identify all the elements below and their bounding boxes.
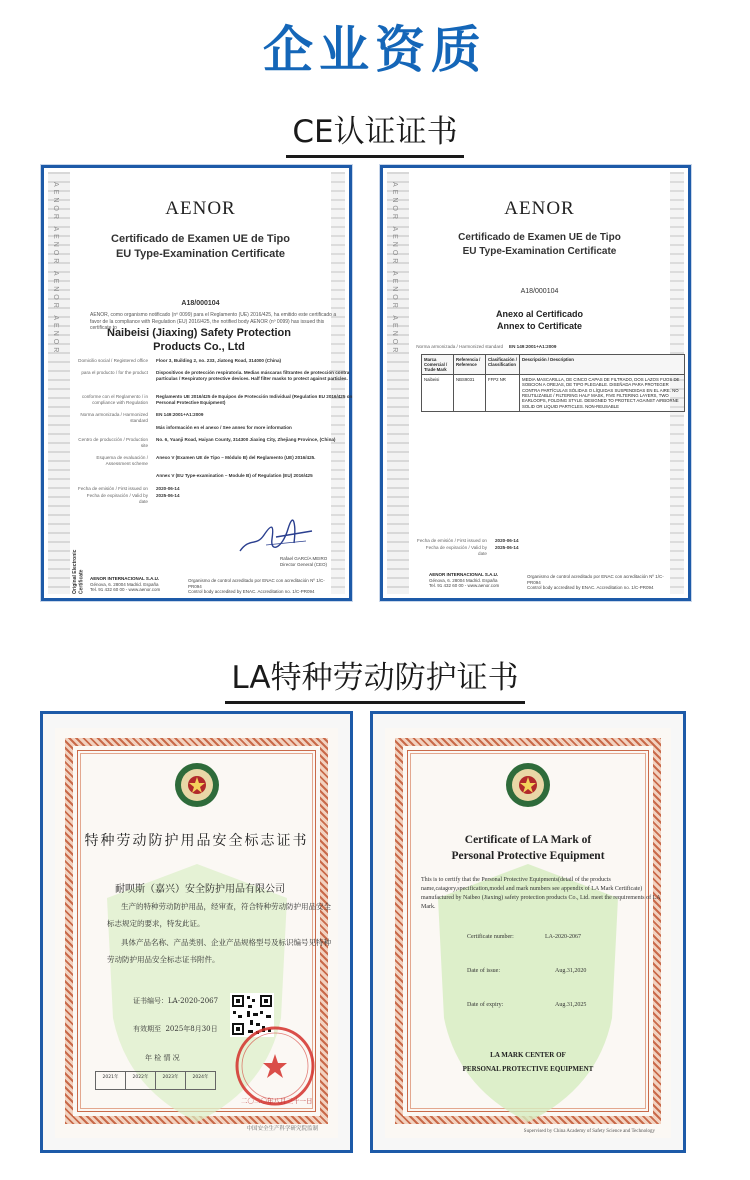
table-cell: 2024年 bbox=[186, 1072, 216, 1090]
ce-certificate-frame bbox=[41, 165, 352, 601]
la-en-cert-number: LA-2020-2067 bbox=[545, 934, 581, 940]
la-cn-footer: 中国安全生产科学研究院监制 bbox=[246, 1126, 318, 1132]
la-en-expiry-label: Date of expiry: bbox=[467, 1002, 504, 1008]
table-cell: 2022年 bbox=[126, 1072, 156, 1090]
column-header: Clasificación / Classification bbox=[486, 355, 520, 375]
la-en-cert-number-label: Certificate number: bbox=[467, 934, 514, 940]
table-header-row bbox=[422, 355, 685, 375]
annex-footer-accreditation: Organismo de control acreditado por ENAC con acreditación Nº 1/C-PR094 Control body accredited by ENAC. Accreditation no. 1/C-PR094 bbox=[527, 574, 664, 590]
table-row bbox=[422, 375, 685, 411]
la-emblem-icon bbox=[174, 762, 220, 808]
table-cell: FFP2 NR bbox=[486, 375, 520, 411]
la-cn-body-paragraph: 生产的特种劳动防护用品，经审查，符合特种劳动防护用品安全标志规定的要求，特发此证。 bbox=[107, 902, 331, 928]
la-en-issue-label: Date of issue: bbox=[467, 968, 500, 974]
annex-product-table bbox=[421, 354, 685, 412]
table-cell: 2021年 bbox=[96, 1072, 126, 1090]
section-heading-ce: CE认证证书 bbox=[0, 106, 750, 158]
ce-title-en: EU Type-Examination Certificate bbox=[115, 248, 286, 260]
la-cn-annual-check: 年 检 情 况 bbox=[145, 1054, 180, 1062]
la-en-certificate-frame bbox=[370, 711, 686, 1153]
la-en-title: Certificate of LA Mark of Personal Protective Equipment bbox=[451, 834, 605, 862]
annex-heading-en: Annex to Certificate bbox=[496, 321, 583, 331]
ce-intro-text: AENOR, como organismo notificado (nº 0099) para el Reglamento (UE) 2016/425, ha emitido este certificado a favor de la compliance with Regulation (EU) 2016/425, the notified body AENOR (nº 0099) has issued this certificate to bbox=[90, 312, 337, 331]
ce-signer-name: Rafael GARCÍA MEIRO bbox=[280, 556, 328, 561]
table-row bbox=[96, 1072, 216, 1090]
page-title: 企业资质 bbox=[263, 21, 487, 79]
table-cell: 2023年 bbox=[156, 1072, 186, 1090]
la-en-center-name: LA MARK CENTER OF PERSONAL PROTECTIVE EQUIPMENT bbox=[462, 1051, 594, 1073]
column-header: Referencia / Reference bbox=[454, 355, 486, 375]
signature-image bbox=[236, 517, 316, 557]
ce-side-note: Original Electronic Certificate bbox=[72, 549, 85, 594]
ce-annex-frame bbox=[380, 165, 691, 601]
annex-title-es: Certificado de Examen UE de Tipo bbox=[458, 232, 621, 243]
la-cn-paper bbox=[55, 728, 338, 1138]
section-heading-la: LA特种劳动防护证书 bbox=[0, 652, 750, 704]
ce-title-es: Certificado de Examen UE de Tipo bbox=[111, 233, 290, 245]
ce-footer-org: AENOR INTERNACIONAL S.A.U. Génova, 6. 28004 Madrid. España Tel. 91 432 60 00 - www.aenor.com bbox=[90, 576, 161, 592]
ce-annex-sheet: AENOR AENOR AENOR AENOR AENOR Certificado de Examen UE de Tipo EU Type-Examination Certificate A18/000104 Anexo al Certificado Annex to Certificate Norma armonizada / Harmonized standard EN 149:2001+A1:2009 Marca Comercial / Trade Mark Referencia / Reference Clasificación / Classification Descripción / Description Naibeisi NBS9031 FFP2 NR MEDIA MASCARILLA, DE CINCO CAPAS DE FILTRADO, DOS LAZOS FIJOS DE SOBCION A OREJAS, DE TIPO PLEGABLE. DISEÑADA PARA PROTEGER CONTRA PARTÍCULAS SÓLIDAS O LÍQUIDAS SUSPENDIDAS EN EL AIRE. NO REUTILIZABLE / FILTERING HALF MASK, FIVE FILTERING LAYERS, TWO EARLOOPS, FOLDING STYLE. DESIGNED TO PROTECT AGAINST AIRBORNE SOLID OR LIQUID PARTICLES. NON-REUSABLE Fecha de emisión / First issued on 2020-06-14 Fecha de expiración / Valid by date 2025-06-14 AENOR INTERNACIONAL S.A.U. Génova, 6. 28004 Madrid. España Tel. 91 432 60 00 - www.aenor.com Organismo de control acreditado por ENAC con acreditación Nº 1/C-PR094 Control body accredited by ENAC. Accreditation no. 1/C-PR094 bbox=[387, 172, 684, 594]
la-en-body-paragraph: This is to certify that the Personal Protective Equipments(detail of the products name,catagory,specification,model and mark numbers see appendix of LA Mark Certificate) manufactured by Naibeo (Jiaxing) safety protection products Co., Ltd. meet the requirements of LA Mark. bbox=[421, 877, 661, 910]
ce-watermark-strip: AENOR AENOR AENOR AENOR bbox=[387, 172, 409, 594]
la-cn-cert-number: 证书编号：LA-2020-2067 bbox=[133, 997, 219, 1005]
aenor-logo: AENOR bbox=[165, 198, 236, 219]
column-header: Marca Comercial / Trade Mark bbox=[422, 355, 454, 375]
table-cell: MEDIA MASCARILLA, DE CINCO CAPAS DE FILTRADO, DOS LAZOS FIJOS DE SOBCION A OREJAS, DE TIPO PLEGABLE. DISEÑADA PARA PROTEGER CONTRA PARTÍCULAS SÓLIDAS O LÍQUIDAS SUSPENDIDAS EN EL AIRE. NO REUTILIZABLE / FILTERING HALF MASK, FIVE FILTERING LAYERS, TWO EARLOOPS, FOLDING STYLE. DESIGNED TO PROTECT AGAINST AIRBORNE SOLID OR LIQUID PARTICLES. NON-REUSABLE bbox=[520, 375, 685, 411]
annual-check-table bbox=[95, 1071, 216, 1090]
la-en-paper bbox=[385, 728, 671, 1138]
ce-watermark-strip-right bbox=[331, 172, 345, 594]
ce-signer-role: Director General (CEO) bbox=[280, 562, 328, 567]
ce-certificate-number: A18/000104 bbox=[181, 300, 220, 307]
annex-footer-org: AENOR INTERNACIONAL S.A.U. Génova, 6. 28004 Madrid. España Tel. 91 432 60 00 - www.aenor.com bbox=[429, 572, 500, 588]
ce-watermark-strip: AENOR AENOR AENOR AENOR bbox=[48, 172, 70, 594]
table-cell: NBS9031 bbox=[454, 375, 486, 411]
la-cn-certificate-frame bbox=[40, 711, 353, 1153]
la-cn-body-paragraph: 具体产品名称、产品类别、企业产品规格型号及标识编号见特种劳动防护用品安全标志证书附件。 bbox=[107, 938, 331, 964]
annex-heading-es: Anexo al Certificado bbox=[495, 309, 584, 319]
ce-footer-accreditation: Organismo de control acreditado por ENAC con acreditación Nº 1/C-PR094 Control body accredited by ENAC. Accreditation no. 1/C-PR094 bbox=[188, 578, 325, 594]
la-en-expiry-date: Aug.31,2025 bbox=[555, 1002, 587, 1008]
la-cn-title: 特种劳动防护用品安全标志证书 bbox=[84, 833, 309, 849]
la-cn-seal-date: 二〇二〇年八月三十一日 bbox=[241, 1097, 313, 1105]
la-cn-valid-until: 有效期至 2025年8月30日 bbox=[133, 1025, 218, 1033]
la-en-issue-date: Aug.31,2020 bbox=[555, 968, 587, 974]
la-cn-company: 耐呗斯（嘉兴）安全防护用品有限公司 bbox=[115, 884, 285, 895]
table-cell: Naibeisi bbox=[422, 375, 454, 411]
annex-certificate-number: A18/000104 bbox=[520, 288, 559, 295]
ce-company-name: Naibeisi (Jiaxing) Safety Protection Products Co., Ltd bbox=[107, 327, 291, 353]
aenor-logo: AENOR bbox=[504, 198, 575, 219]
la-emblem-icon bbox=[505, 762, 551, 808]
annex-title-en: EU Type-Examination Certificate bbox=[462, 246, 617, 257]
column-header: Descripción / Description bbox=[520, 355, 685, 375]
la-en-footer: Supervised by China Academy of Safety Science and Technology bbox=[523, 1129, 655, 1134]
ce-certificate-sheet: AENOR AENOR AENOR AENOR AENOR Certificado de Examen UE de Tipo EU Type-Examination Certificate A18/000104 AENOR, como organismo notificado (nº 0099) para el Reglamento (UE) 2016/425, ha emitido este certificado a favor de la compliance with Regulation (EU) 2016/425, the notified body AENOR (nº 0099) has issued this certificate to Naibeisi (Jiaxing) Safety Protection Products Co., Ltd Domicilio social / Registered office Floor 3, Building 2, no. 233, Jiatong Road, 314000 (China) para el producto / for the product Dispositivos de protección respiratoria. Medias máscaras filtrantes de protección contra partículas / Respiratory protective devices. Half filter masks to protect against particles. conforme con el Reglamento / in compliance with Regulation Reglamento UE 2016/425 de Equipos de Protección Individual (Regulation EU 2016/425 on Personal Protective Equipment) Norma armonizada / Harmonized standard EN 149:2001+A1:2009 Más información en el anexo / See annex for more information Centro de producción / Production site No. 6, Yuanji Road, Haiyan County, 314300 Jiaxing City, Zhejiang Province, (China) Esquema de evaluación / Assessment scheme Anexo V (Examen UE de Tipo – Módulo B) del Reglamento (UE) 2016/425. Annex V (EU Type-examination – Module B) of Regulation (EU) 2016/425 Fecha de emisión / First issued on 2020-06-14 Fecha de expiración / Valid by date 2025-06-14 Rafael GARCÍA MEIRO Director General (CEO) AENOR INTERNACIONAL S.A.U. Génova, 6. 28004 Madrid. España Tel. 91 432 60 00 - www.aenor.com Organismo de control acreditado por ENAC con acreditación Nº 1/C-PR094 Control body accredited by ENAC. Accreditation no. 1/C-PR094 Original Electronic Certificate bbox=[48, 172, 345, 594]
